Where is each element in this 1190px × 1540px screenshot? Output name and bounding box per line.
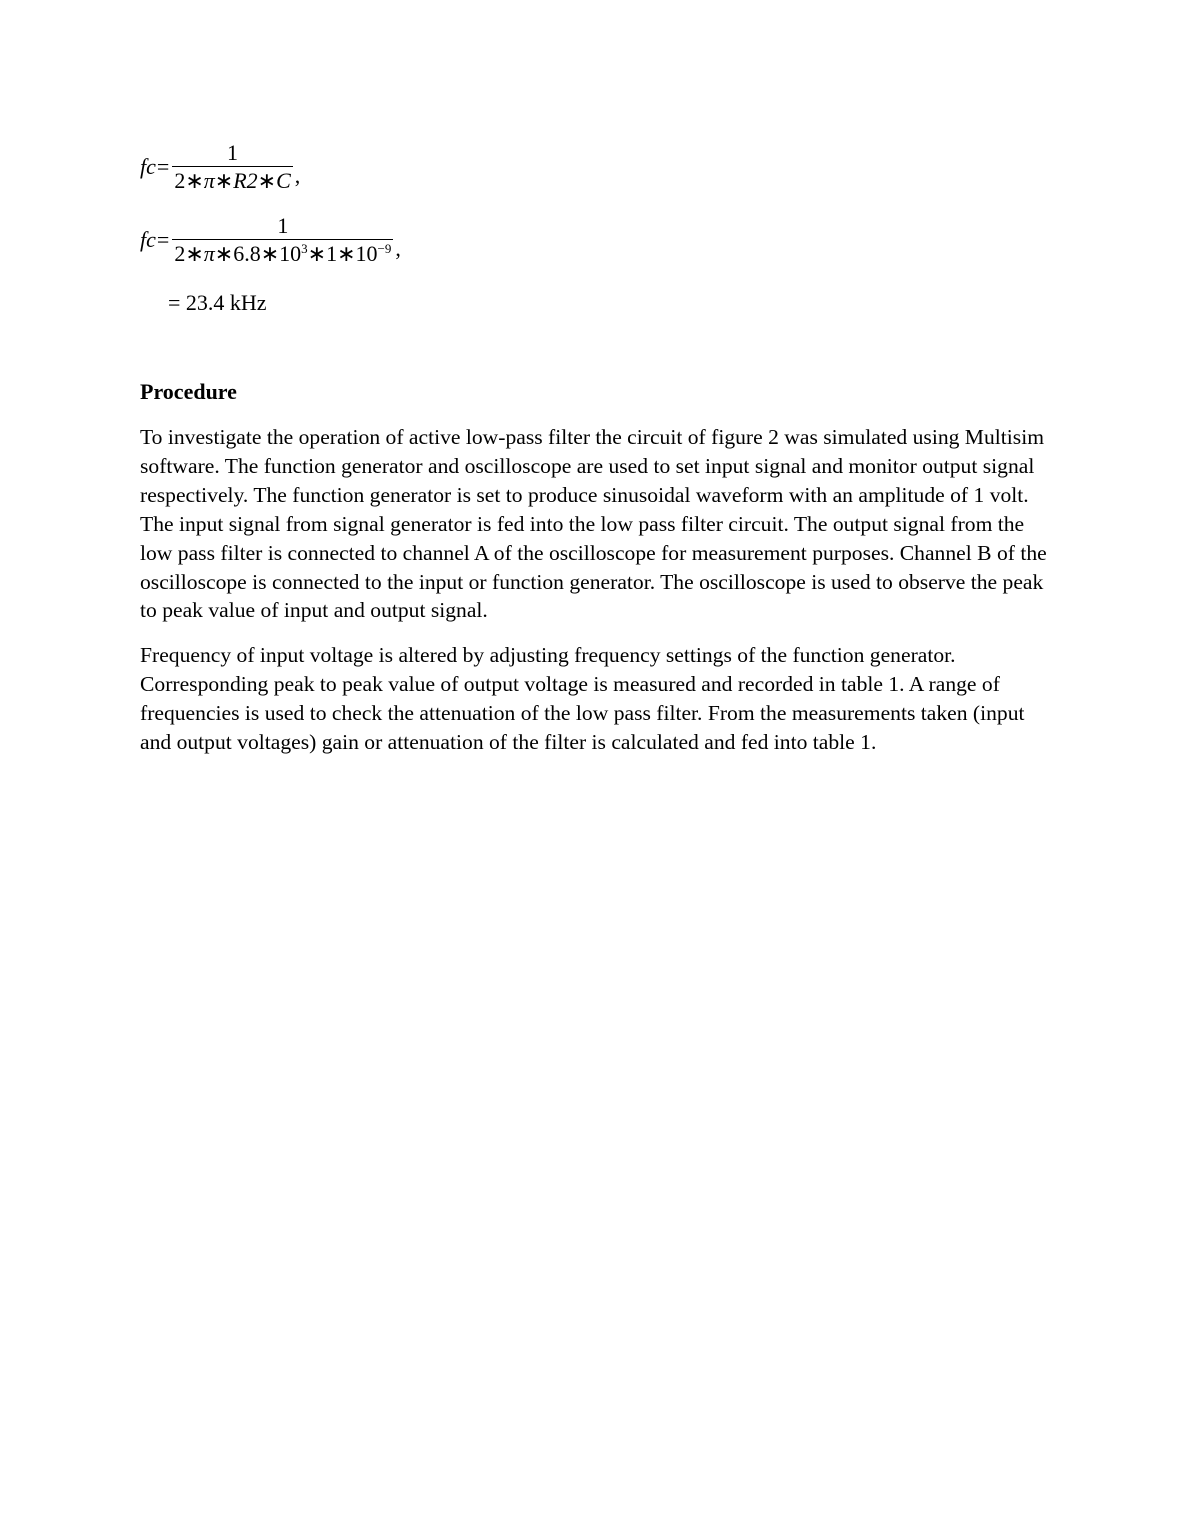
procedure-paragraph-1: To investigate the operation of active low-pass filter the circuit of figure 2 was simulated using Multisim software. The function generator and oscilloscope are used to set input signal and monitor output signal respectively. The function generator is set to produce sinusoidal waveform with an amplitude of 1 volt. The input signal from signal generator is fed into the low pass filter circuit. The output signal from the low pass filter is connected to channel A of the oscilloscope for measurement purposes. Channel B of the oscilloscope is connected to the input or function generator. The oscilloscope is used to observe the peak to peak value of input and output signal. xyxy=(140,425,1047,623)
fraction-numerator: 1 xyxy=(277,213,289,238)
procedure-paragraph-2: Frequency of input voltage is altered by adjusting frequency settings of the function generator. Corresponding peak to peak value of output voltage is measured and recorded in table 1. A range of frequencies is used to check the attenuation of the low pass filter. From the measurements taken (input and output voltages) gain or attenuation of the filter is calculated and fed into table 1. xyxy=(140,643,1025,754)
pi-symbol: π xyxy=(203,168,215,193)
fraction-denominator xyxy=(172,166,292,192)
formula-lhs: fc xyxy=(140,154,156,179)
fraction xyxy=(172,142,292,192)
denominator-term: ∗6.8∗10 xyxy=(214,241,302,266)
equals-sign: = xyxy=(156,227,170,252)
calculated-result: = 23.4 kHz xyxy=(168,290,267,315)
trailing-comma: , xyxy=(395,236,401,261)
cutoff-frequency-formula xyxy=(140,142,300,192)
fraction xyxy=(172,215,393,265)
denominator-term: 2∗ xyxy=(174,241,204,266)
denominator-term: ∗ xyxy=(214,168,234,193)
resistor-symbol: R2 xyxy=(233,168,258,193)
pi-symbol: π xyxy=(203,241,215,266)
denominator-term: 2∗ xyxy=(174,168,204,193)
fraction-denominator xyxy=(172,239,393,265)
denominator-term: ∗ xyxy=(257,168,277,193)
trailing-comma: , xyxy=(294,163,301,188)
denominator-term: ∗1∗10 xyxy=(307,241,378,266)
exponent: −9 xyxy=(377,241,392,256)
fraction-numerator: 1 xyxy=(227,140,239,165)
section-heading: Procedure xyxy=(140,379,237,404)
equals-sign: = xyxy=(156,154,170,179)
capacitor-symbol: C xyxy=(276,168,291,193)
formula-lhs: fc xyxy=(140,227,156,252)
cutoff-frequency-substitution xyxy=(140,215,401,265)
exponent: 3 xyxy=(301,241,308,256)
